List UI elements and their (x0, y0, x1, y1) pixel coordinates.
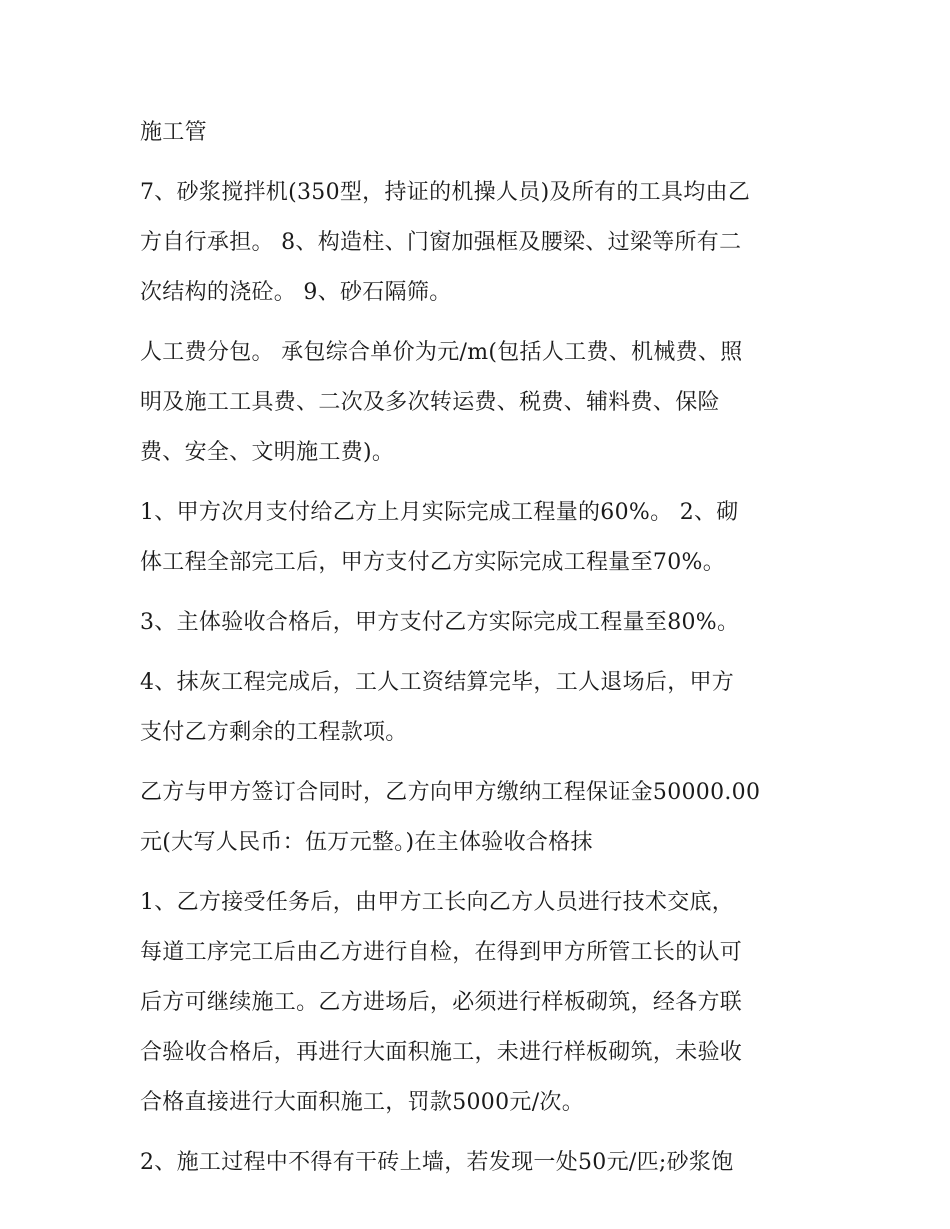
text-line: 后方可继续施工。乙方进场后，必须进行样板砌筑，经各方联 (140, 990, 743, 1015)
text-line: 体工程全部完工后，甲方支付乙方实际完成工程量至70%。 (140, 550, 725, 575)
text-line: 合验收合格后，再进行大面积施工，未进行样板砌筑，未验收 (140, 1040, 743, 1065)
document-body (140, 108, 820, 1198)
paragraph (140, 658, 820, 758)
paragraph (140, 598, 820, 648)
text-line: 每道工序完工后由乙方进行自检，在得到甲方所管工长的认可 (140, 940, 743, 965)
text-line: 3、主体验收合格后，甲方支付乙方实际完成工程量至80%。 (140, 610, 740, 635)
paragraph (140, 328, 820, 478)
text-line: 方自行承担。 8、构造柱、门窗加强框及腰梁、过梁等所有二 (140, 230, 742, 255)
text-line: 7、砂浆搅拌机(350型，持证的机操人员)及所有的工具均由乙 (140, 180, 751, 205)
text-line: 合格直接进行大面积施工，罚款5000元/次。 (140, 1090, 585, 1115)
text-line: 2、施工过程中不得有干砖上墙，若发现一处50元/匹;砂浆饱 (140, 1150, 734, 1175)
paragraph (140, 108, 820, 158)
text-line: 明及施工工具费、二次及多次转运费、税费、辅料费、保险 (140, 390, 720, 415)
paragraph (140, 488, 820, 588)
text-line: 施工管 (140, 120, 207, 145)
text-line: 费、安全、文明施工费)。 (140, 440, 395, 465)
text-line: 1、甲方次月支付给乙方上月实际完成工程量的60%。 2、砌 (140, 500, 739, 525)
text-line: 支付乙方剩余的工程款项。 (140, 720, 408, 745)
text-line: 次结构的浇砼。 9、砂石隔筛。 (140, 280, 452, 305)
text-line: 乙方与甲方签订合同时，乙方向甲方缴纳工程保证金50000.00 (140, 780, 761, 805)
paragraph (140, 1138, 820, 1188)
text-line: 1、乙方接受任务后，由甲方工长向乙方人员进行技术交底， (140, 890, 735, 915)
text-line: 人工费分包。 承包综合单价为元/m(包括人工费、机械费、照 (140, 340, 743, 365)
text-line: 元(大写人民币：伍万元整。)在主体验收合格抹 (140, 830, 593, 855)
paragraph (140, 168, 820, 318)
text-line: 4、抹灰工程完成后，工人工资结算完毕，工人退场后，甲方 (140, 670, 735, 695)
paragraph (140, 768, 820, 868)
paragraph (140, 878, 820, 1128)
